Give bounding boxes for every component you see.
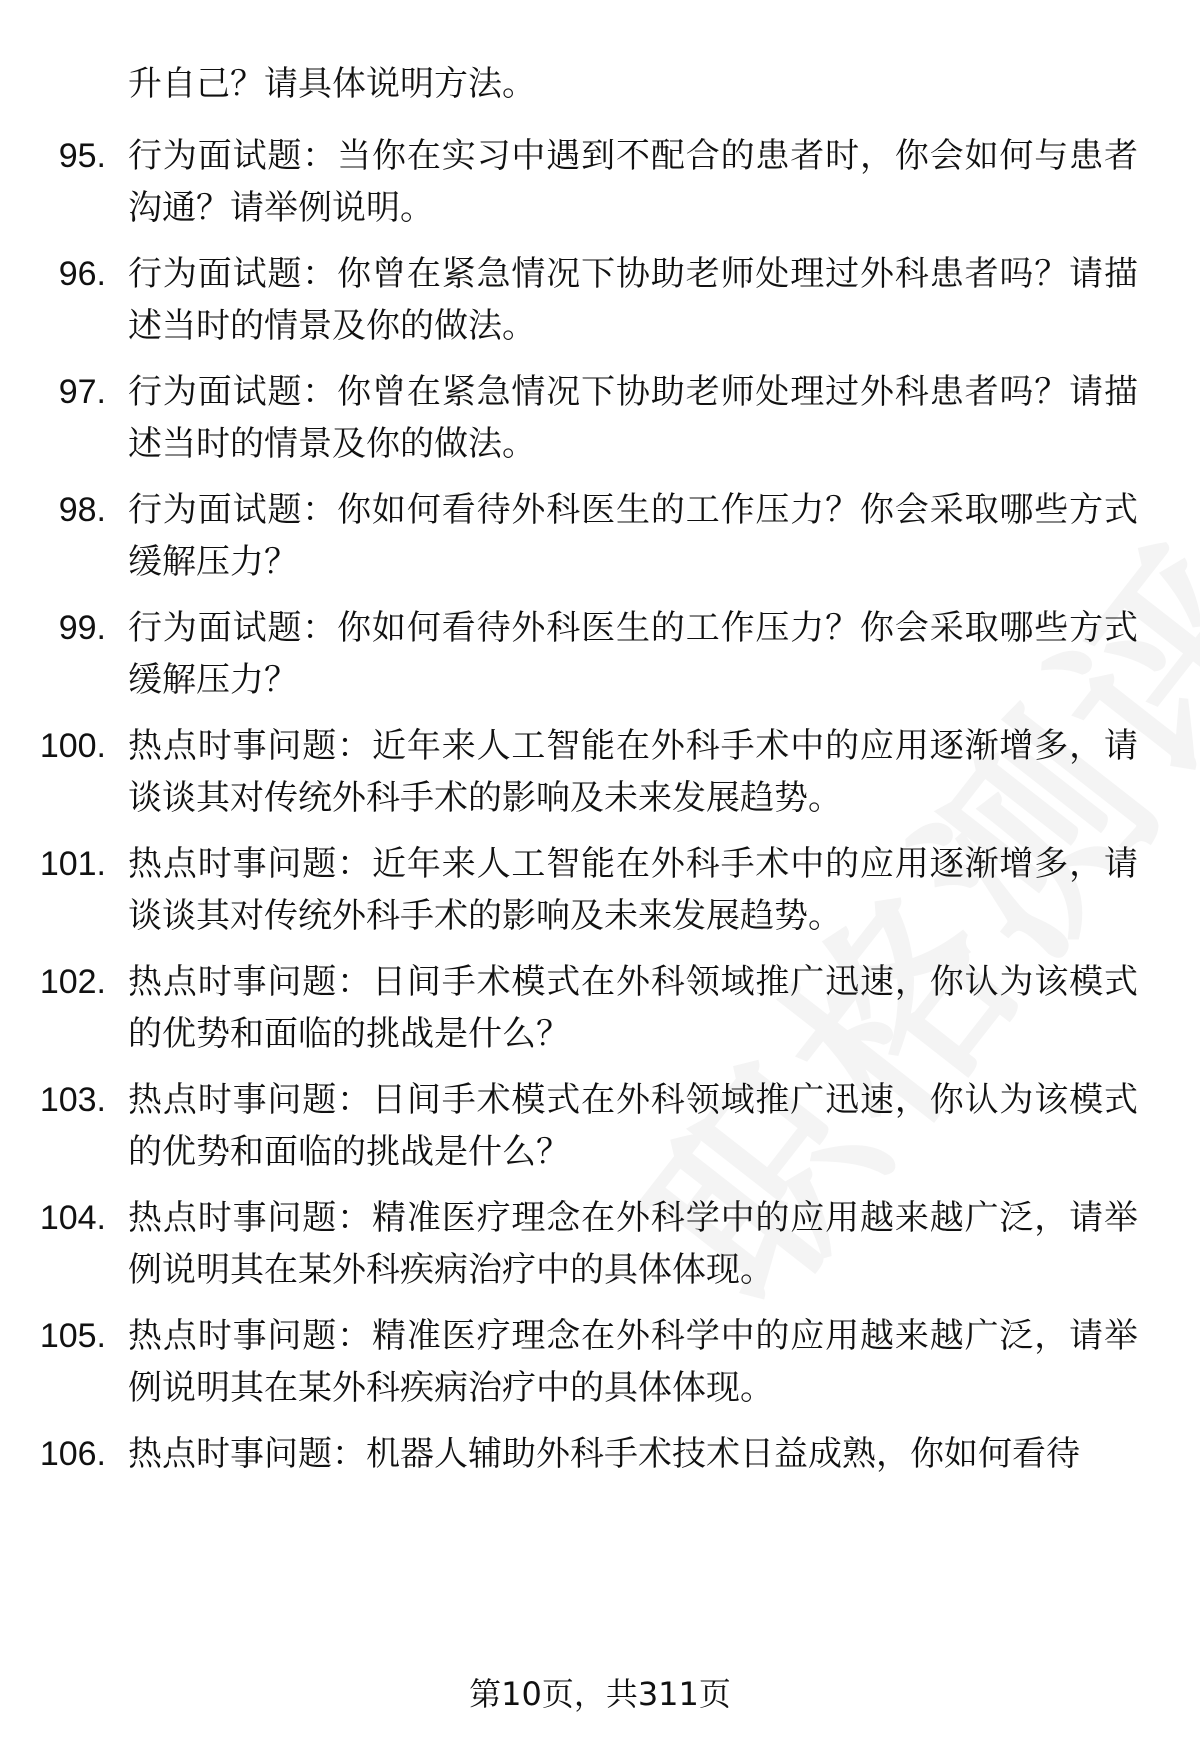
page-footer: 第10页，共311页 [469,1675,731,1713]
item-number: 106. [39,1435,106,1473]
item-number: 99. [58,609,106,647]
item-text: 热点时事问题：精准医疗理念在外科学中的应用越来越广泛，请举例说明其在某外科疾病治疗中的具体体现。 [128,1198,1138,1290]
item-number: 95. [58,137,106,175]
item-number: 104. [39,1199,106,1237]
item-number: 100. [39,727,106,765]
item-text: 行为面试题：你如何看待外科医生的工作压力？你会采取哪些方式缓解压力？ [128,608,1138,700]
item-text: 行为面试题：你曾在紧急情况下协助老师处理过外科患者吗？请描述当时的情景及你的做法。 [128,254,1138,346]
item-number: 102. [39,963,106,1001]
item-text: 行为面试题：你如何看待外科医生的工作压力？你会采取哪些方式缓解压力？ [128,490,1138,582]
continuation-text: 升自己？请具体说明方法。 [128,64,536,104]
item-number: 105. [39,1317,106,1355]
item-number: 103. [39,1081,106,1119]
item-text: 热点时事问题：日间手术模式在外科领域推广迅速，你认为该模式的优势和面临的挑战是什么？ [128,1080,1138,1172]
item-text: 热点时事问题：日间手术模式在外科领域推广迅速，你认为该模式的优势和面临的挑战是什么？ [128,962,1138,1054]
item-number: 101. [39,845,106,883]
item-text: 热点时事问题：近年来人工智能在外科手术中的应用逐渐增多，请谈谈其对传统外科手术的影响及未来发展趋势。 [128,844,1138,936]
item-text: 热点时事问题：机器人辅助外科手术技术日益成熟，你如何看待 [128,1434,1080,1474]
item-text: 行为面试题：你曾在紧急情况下协助老师处理过外科患者吗？请描述当时的情景及你的做法。 [128,372,1138,464]
item-number: 96. [58,255,106,293]
item-text: 热点时事问题：精准医疗理念在外科学中的应用越来越广泛，请举例说明其在某外科疾病治疗中的具体体现。 [128,1316,1138,1408]
item-text: 行为面试题：当你在实习中遇到不配合的患者时，你会如何与患者沟通？请举例说明。 [128,136,1138,228]
item-number: 97. [58,373,106,411]
item-number: 98. [58,491,106,529]
item-text: 热点时事问题：近年来人工智能在外科手术中的应用逐渐增多，请谈谈其对传统外科手术的影响及未来发展趋势。 [128,726,1138,818]
